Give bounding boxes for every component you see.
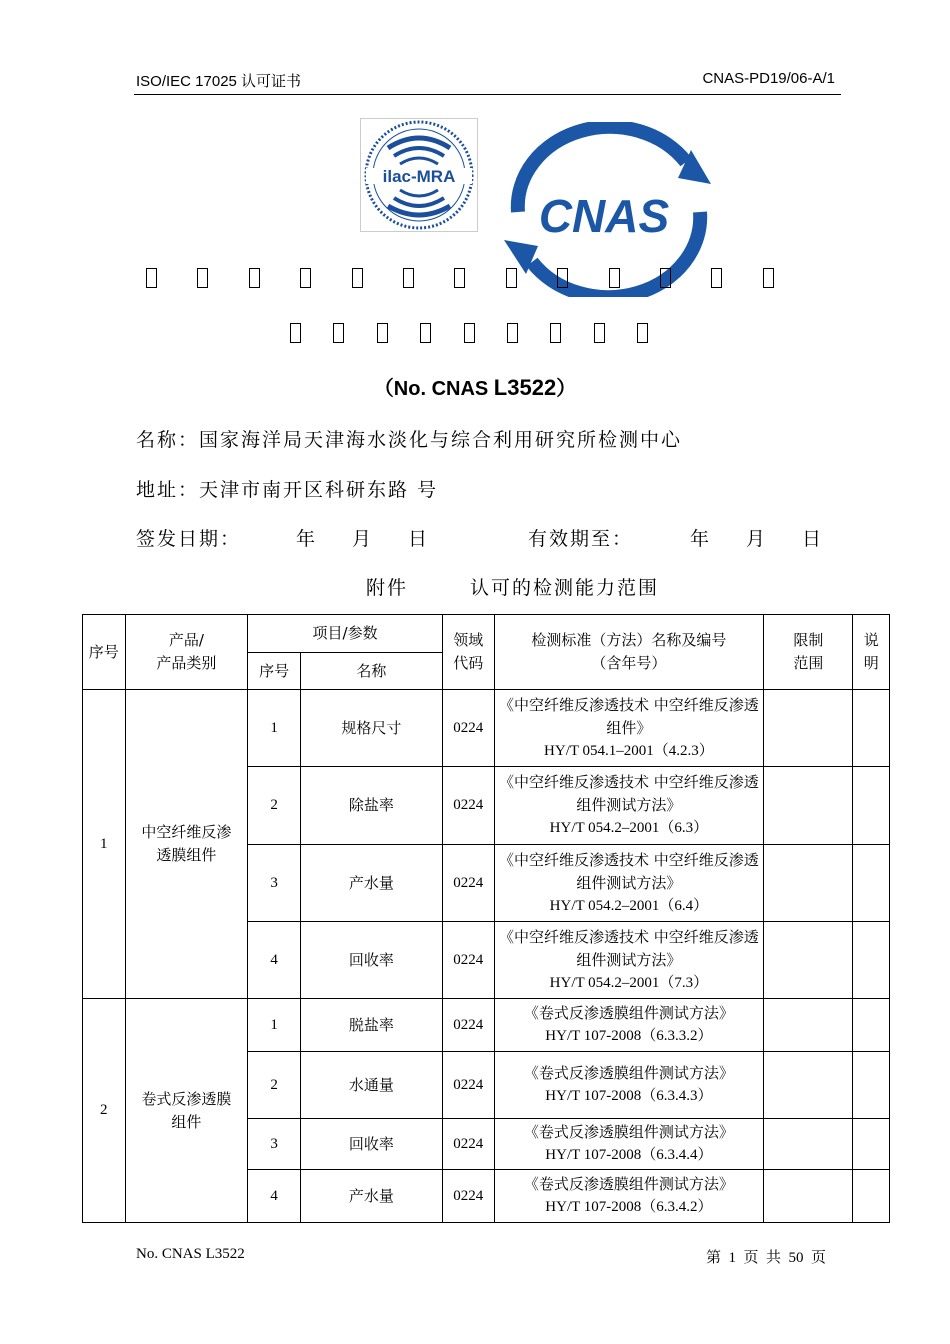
- annex-label: 附件: [366, 577, 409, 599]
- row-note: [853, 1119, 890, 1170]
- title-glyph-box: [290, 323, 301, 343]
- row-standard: [494, 1119, 764, 1170]
- row-no: 2: [248, 1052, 301, 1119]
- annex-title: 认可的检测能力范围: [470, 577, 660, 599]
- std-number: HY/T 107-2008（6.3.4.3）: [545, 1088, 713, 1104]
- title-glyph-box: [454, 268, 465, 288]
- row-standard: [494, 690, 764, 767]
- row-standard: [494, 922, 764, 999]
- row-limit: [764, 767, 853, 845]
- valid-month: 月: [746, 528, 768, 550]
- std-number: HY/T 054.2–2001（7.3）: [549, 974, 709, 991]
- row-code: 0224: [442, 1052, 494, 1119]
- th-sub-seq: 序号: [248, 653, 301, 690]
- row-no: 4: [248, 922, 301, 999]
- group-product: 中空纤维反渗 透膜组件: [125, 690, 248, 999]
- row-no: 3: [248, 1119, 301, 1170]
- th-domain-code: 领域 代码: [442, 615, 494, 690]
- th-product: 产品/ 产品类别: [125, 615, 248, 690]
- ilac-logo-text: ilac-MRA: [382, 167, 456, 186]
- title-glyph-box: [420, 323, 431, 343]
- std-title: 《卷式反渗透膜组件测试方法》: [523, 1123, 734, 1141]
- std-title: 《中空纤维反渗透技术 中空纤维反渗透组件测试方法》: [499, 773, 759, 814]
- row-limit: [764, 999, 853, 1052]
- row-limit: [764, 922, 853, 999]
- std-number: HY/T 054.2–2001（6.4）: [549, 897, 709, 914]
- row-standard: [494, 999, 764, 1052]
- certificate-number: （No. CNAS L3522）: [373, 375, 577, 400]
- std-title: 《中空纤维反渗透技术 中空纤维反渗透组件》: [499, 695, 759, 737]
- title-glyph-box: [550, 323, 561, 343]
- row-note: [853, 845, 890, 922]
- title-glyph-box: [377, 323, 388, 343]
- row-no: 1: [248, 690, 301, 767]
- issue-date-label: 签发日期：: [136, 528, 242, 550]
- table-row: [83, 690, 890, 767]
- title-glyph-box: [594, 323, 605, 343]
- std-title: 《中空纤维反渗透技术 中空纤维反渗透组件测试方法》: [499, 850, 759, 892]
- row-name: 回收率: [300, 922, 442, 999]
- issue-month: 月: [352, 528, 374, 550]
- row-code: 0224: [442, 845, 494, 922]
- title-glyph-box: [711, 268, 722, 288]
- row-note: [853, 999, 890, 1052]
- title-glyph-box: [146, 268, 157, 288]
- row-name: 回收率: [300, 1119, 442, 1170]
- row-no: 2: [248, 767, 301, 845]
- row-name: 产水量: [300, 1170, 442, 1223]
- th-standard: 检测标准（方法）名称及编号 （含年号）: [494, 615, 764, 690]
- title-glyph-box: [637, 323, 648, 343]
- row-note: [853, 922, 890, 999]
- issue-year: 年: [296, 528, 318, 550]
- std-title: 《卷式反渗透膜组件测试方法》: [523, 1064, 734, 1082]
- row-standard: [494, 767, 764, 845]
- row-note: [853, 767, 890, 845]
- std-number: HY/T 107-2008（6.3.4.4）: [545, 1147, 713, 1163]
- title-glyph-box: [506, 268, 517, 288]
- row-code: 0224: [442, 1119, 494, 1170]
- th-sub-name: 名称: [300, 653, 442, 690]
- row-no: 4: [248, 1170, 301, 1223]
- std-title: 《卷式反渗透膜组件测试方法》: [523, 1004, 734, 1022]
- header-rule: [134, 94, 841, 95]
- th-note: 说 明: [853, 615, 890, 690]
- footer-cert-no: No. CNAS L3522: [136, 1246, 245, 1262]
- title-row-2: [290, 323, 648, 343]
- th-limit: 限制 范围: [764, 615, 853, 690]
- row-name: 除盐率: [300, 767, 442, 845]
- header-left: ISO/IEC 17025 认可证书: [136, 73, 302, 90]
- std-number: HY/T 054.1–2001（4.2.3）: [544, 742, 714, 759]
- scope-table: [82, 614, 890, 1223]
- title-glyph-box: [249, 268, 260, 288]
- row-note: [853, 1170, 890, 1223]
- title-glyph-box: [763, 268, 774, 288]
- std-number: HY/T 107-2008（6.3.4.2）: [545, 1199, 713, 1215]
- org-address: 地址：天津市南开区科研东路 号: [136, 479, 439, 501]
- table-header-row: [83, 615, 890, 653]
- row-code: 0224: [442, 690, 494, 767]
- row-name: 水通量: [300, 1052, 442, 1119]
- row-standard: [494, 1170, 764, 1223]
- title-glyph-box: [300, 268, 311, 288]
- row-code: 0224: [442, 922, 494, 999]
- row-name: 产水量: [300, 845, 442, 922]
- valid-day: 日: [802, 528, 824, 550]
- row-note: [853, 1052, 890, 1119]
- org-name: 名称：国家海洋局天津海水淡化与综合利用研究所检测中心: [136, 429, 683, 451]
- row-name: 规格尺寸: [300, 690, 442, 767]
- row-code: 0224: [442, 767, 494, 845]
- th-item-param: 项目/参数: [248, 615, 443, 653]
- row-limit: [764, 1119, 853, 1170]
- row-limit: [764, 1052, 853, 1119]
- row-standard: [494, 1052, 764, 1119]
- row-standard: [494, 845, 764, 922]
- row-no: 1: [248, 999, 301, 1052]
- row-note: [853, 690, 890, 767]
- cnas-logo-text: CNAS: [538, 190, 670, 242]
- row-code: 0224: [442, 1170, 494, 1223]
- title-glyph-box: [352, 268, 363, 288]
- title-glyph-box: [333, 323, 344, 343]
- title-glyph-box: [464, 323, 475, 343]
- row-no: 3: [248, 845, 301, 922]
- std-title: 《中空纤维反渗透技术 中空纤维反渗透组件测试方法》: [499, 927, 759, 969]
- row-name: 脱盐率: [300, 999, 442, 1052]
- row-limit: [764, 1170, 853, 1223]
- title-glyph-box: [660, 268, 671, 288]
- title-row-1: [146, 268, 774, 288]
- group-seq: 2: [83, 999, 126, 1223]
- group-seq: 1: [83, 690, 126, 999]
- ilac-mra-logo: [360, 118, 478, 232]
- issue-day: 日: [408, 528, 430, 550]
- valid-until-label: 有效期至：: [528, 528, 634, 550]
- title-glyph-box: [609, 268, 620, 288]
- row-limit: [764, 845, 853, 922]
- title-glyph-box: [197, 268, 208, 288]
- table-row: [83, 999, 890, 1052]
- row-limit: [764, 690, 853, 767]
- header-right: CNAS-PD19/06-A/1: [702, 70, 835, 87]
- group-product: 卷式反渗透膜 组件: [125, 999, 248, 1223]
- std-number: HY/T 054.2–2001（6.3）: [549, 820, 709, 836]
- row-code: 0224: [442, 999, 494, 1052]
- th-seq: 序号: [83, 615, 126, 690]
- title-glyph-box: [557, 268, 568, 288]
- footer-page-number: 第 1 页 共 50 页: [705, 1250, 826, 1266]
- valid-year: 年: [690, 528, 712, 550]
- title-glyph-box: [507, 323, 518, 343]
- std-number: HY/T 107-2008（6.3.3.2）: [545, 1028, 713, 1044]
- std-title: 《卷式反渗透膜组件测试方法》: [523, 1175, 734, 1193]
- title-glyph-box: [403, 268, 414, 288]
